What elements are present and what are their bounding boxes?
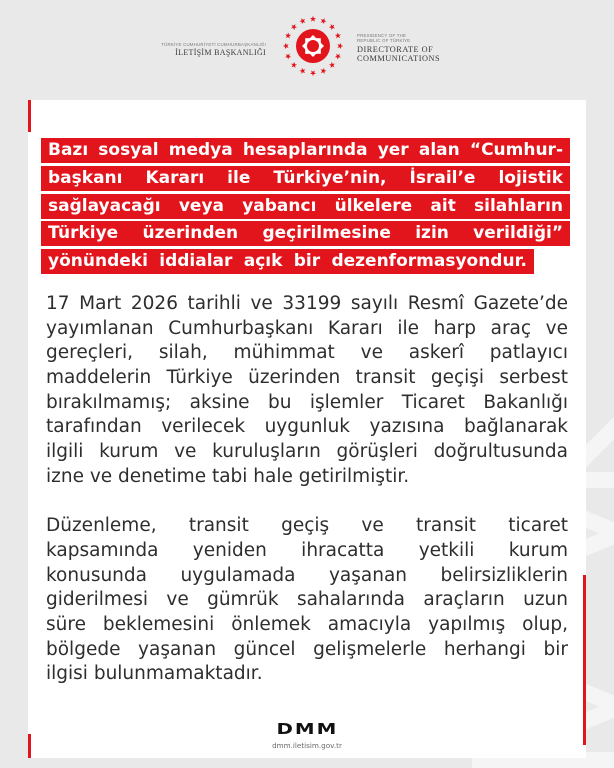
paragraph-line: süre beklemesini önlemek amacıyla yapılmış olup, [46, 613, 568, 635]
paragraph-line: tarafından verilecek uygunluk yazısına bağlanarak [46, 416, 568, 438]
headline-line: sağlayacağı veya yabancı ülkelere ait silahların [41, 194, 570, 219]
presidency-emblem-icon [281, 14, 345, 78]
logo-left-small-text: TÜRKİYE CUMHURİYETİ CUMHURBAŞKANLIĞI [161, 42, 266, 47]
logo-right-title: DIRECTORATE OF [357, 45, 434, 54]
logo-left-text [161, 42, 266, 57]
dmm-logo: DMM [276, 720, 338, 738]
statement-card [28, 100, 586, 758]
paragraph-line: ilgili kurum ve kuruluşların görüşleri doğrultusunda [46, 441, 568, 463]
emblem-star-icon [334, 53, 342, 61]
headline-line: başkanı Kararı ile Türkiye’nin, İsrail’e lojistik [41, 166, 570, 191]
paragraph [46, 514, 568, 687]
emblem-star-icon [289, 22, 297, 30]
paragraph-line: konusunda uygulamada yaşanan belirsizliklerin [46, 564, 568, 586]
logo-right-small-text: REPUBLIC OF TÜRKİYE [357, 38, 411, 43]
headline-line: Bazı sosyal medya hesaplarında yer alan “Cumhur- [41, 138, 570, 163]
emblem-star-icon [337, 43, 343, 49]
emblem-star-icon [289, 61, 297, 69]
emblem-star-icon [284, 32, 292, 40]
logo-right-title: COMMUNICATIONS [357, 54, 441, 63]
emblem-center-dot [307, 40, 319, 52]
logo-left-title: İLETİŞİM BAŞKANLIĞI [175, 48, 266, 57]
paragraph-line: kapsamında yeniden ihracatta yetkili kurum [46, 539, 568, 561]
emblem-star-icon [299, 67, 307, 75]
paragraph-line: gereçleri, silah, mühimmat ve askerî patlayıcı [46, 342, 568, 364]
header-logo-bar [0, 0, 614, 96]
emblem-star-icon [320, 17, 328, 25]
paragraph-line: giderilmesi ve gümrük sahalarında araçların uzun [46, 589, 568, 611]
emblem-star-icon [320, 67, 328, 75]
headline [41, 138, 570, 277]
emblem-star-icon [310, 16, 316, 22]
paragraph-line: bırakılmamış; aksine bu işlemler Ticaret Bakanlığı [46, 391, 568, 413]
footer [28, 719, 586, 750]
body-text [46, 292, 568, 712]
emblem-star-icon [328, 61, 336, 69]
logo-right-small-text: PRESIDENCY OF THE [357, 33, 407, 38]
emblem-star-icon [328, 22, 336, 30]
paragraph-line: izne ve denetime tabi hale getirilmiştir. [46, 465, 410, 487]
emblem-star-icon [310, 70, 316, 76]
paragraph-line: 17 Mart 2026 tarihli ve 33199 sayılı Resmî Gazete’de [46, 293, 568, 314]
logo-right-text [357, 33, 440, 63]
footer-url: dmm.iletisim.gov.tr [272, 741, 342, 750]
paragraph-line: bölgede yaşanan güncel gelişmelerle herhangi bir [46, 638, 568, 660]
headline-line: yönündeki iddialar açık bir dezenformasyondur. [41, 249, 534, 274]
accent-line-top-left [28, 100, 31, 132]
paragraph-line: maddelerin Türkiye üzerinden transit geçişi serbest [46, 367, 568, 389]
emblem-star-icon [283, 43, 289, 49]
paragraph-line: Düzenleme, transit geçiş ve transit ticaret [46, 515, 568, 537]
paragraph [46, 292, 568, 490]
paragraph-line: yayımlanan Cumhurbaşkanı Kararı ile harp araç ve [46, 317, 568, 339]
headline-line: Türkiye üzerinden geçirilmesine izin verildiği” [41, 221, 570, 246]
emblem-star-icon [334, 32, 342, 40]
paragraph-line: ilgisi bulunmamaktadır. [46, 663, 263, 685]
emblem-star-icon [284, 53, 292, 61]
emblem-star-icon [299, 17, 307, 25]
